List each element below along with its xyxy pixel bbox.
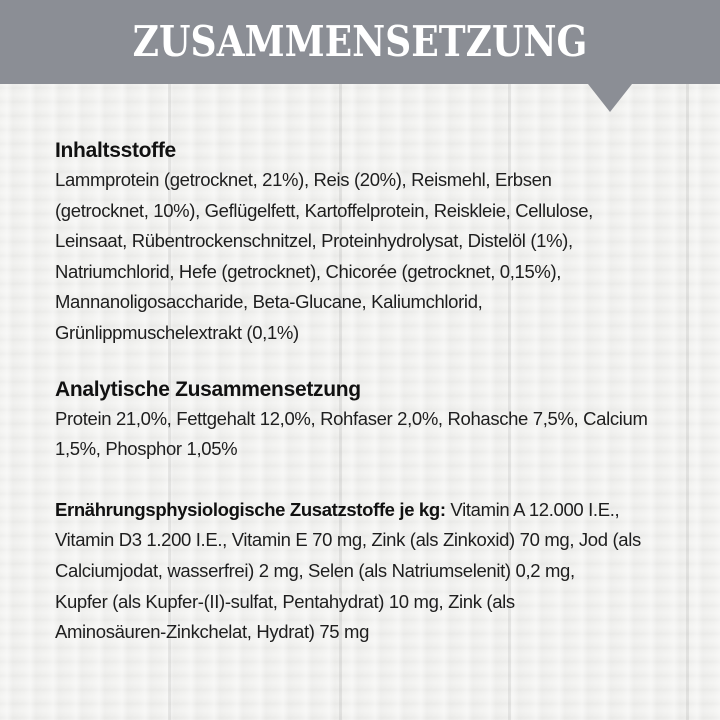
- ingredients-heading: Inhaltsstoffe: [55, 139, 176, 162]
- composition-content: [55, 137, 700, 648]
- ingredients-text: [55, 165, 700, 349]
- ingredients-line: Grünlippmuschelextrakt (0,1%): [55, 321, 299, 343]
- ingredients-line: Leinsaat, Rübentrockenschnitzel, Proteinhydrolysat, Distelöl (1%),: [55, 230, 573, 252]
- additives-first-line: [55, 495, 700, 526]
- analytic-line: Protein 21,0%, Fettgehalt 12,0%, Rohfaser 2,0%, Rohasche 7,5%, Calcium: [55, 407, 648, 429]
- banner-title: ZUSAMMENSETZUNG: [132, 17, 588, 66]
- additives-section: [55, 495, 700, 648]
- ingredients-line: Lammprotein (getrocknet, 21%), Reis (20%), Reismehl, Erbsen: [55, 169, 552, 190]
- analytic-line: 1,5%, Phosphor 1,05%: [55, 438, 238, 460]
- analytic-heading: Analytische Zusammensetzung: [55, 377, 361, 401]
- additives-first-line-rest: Vitamin A 12.000 I.E.,: [445, 498, 620, 520]
- additives-line: Vitamin D3 1.200 I.E., Vitamin E 70 mg, Zink (als Zinkoxid) 70 mg, Jod (als: [55, 529, 641, 551]
- ingredients-line: (getrocknet, 10%), Geflügelfett, Kartoffelprotein, Reiskleie, Cellulose,: [55, 199, 593, 221]
- additives-line: Aminosäuren-Zinkchelat, Hydrat) 75 mg: [55, 621, 370, 643]
- ingredients-section: [55, 137, 700, 349]
- additives-text: [55, 495, 700, 648]
- analytic-text: [55, 404, 700, 465]
- additives-line: Kupfer (als Kupfer-(II)-sulfat, Pentahydrat) 10 mg, Zink (als: [55, 590, 515, 612]
- banner-notch: [588, 84, 632, 112]
- analytic-section: [55, 376, 700, 465]
- title-banner: [0, 0, 720, 84]
- ingredients-line: Mannanoligosaccharide, Beta-Glucane, Kaliumchlorid,: [55, 291, 483, 313]
- additives-line: Calciumjodat, wasserfrei) 2 mg, Selen (als Natriumselenit) 0,2 mg,: [55, 559, 575, 581]
- additives-heading: Ernährungsphysiologische Zusatzstoffe je kg:: [55, 498, 446, 520]
- ingredients-line: Natriumchlorid, Hefe (getrocknet), Chicorée (getrocknet, 0,15%),: [55, 260, 562, 282]
